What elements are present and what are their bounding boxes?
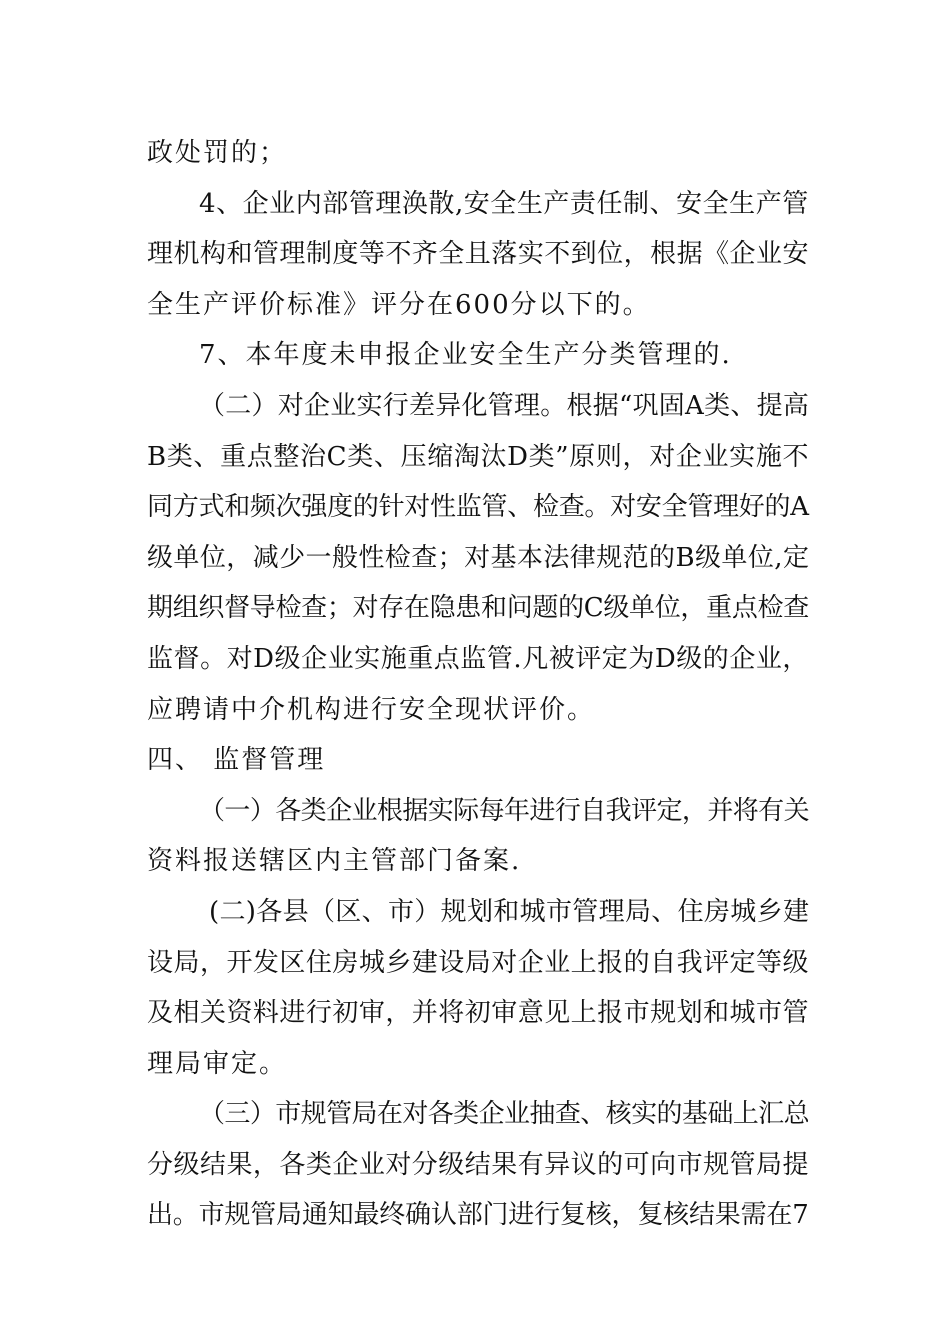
text-line: 全生产评价标准》评分在600分以下的。 bbox=[147, 289, 651, 320]
text-line: 资料报送辖区内主管部门备案. bbox=[147, 846, 522, 877]
text-line: 级单位，减少一般性检查；对基本法律规范的B级单位,定 bbox=[147, 542, 810, 573]
text-line: 同方式和频次强度的针对性监管、检查。对安全管理好的A bbox=[147, 492, 809, 523]
text-line: 4、企业内部管理涣散,安全生产责任制、安全生产管 bbox=[199, 188, 809, 219]
section-heading: 四、 监督管理 bbox=[147, 745, 326, 776]
text-line: （三）市规管局在对各类企业抽查、核实的基础上汇总 bbox=[199, 1099, 810, 1130]
text-line: 政处罚的； bbox=[147, 138, 288, 168]
text-line: （一）各类企业根据实际每年进行自我评定，并将有关 bbox=[199, 795, 810, 826]
document-body bbox=[147, 128, 810, 1241]
text-line: 期组织督导检查；对存在隐患和问题的C级单位，重点检查 bbox=[147, 593, 809, 624]
text-line: （二）对企业实行差异化管理。根据“巩固A类、提高 bbox=[199, 390, 810, 421]
text-line: 7、本年度未申报企业安全生产分类管理的. bbox=[199, 340, 732, 371]
text-line: B类、重点整治C类、压缩淘汰D类”原则，对企业实施不 bbox=[147, 441, 810, 472]
text-line: 理局审定。 bbox=[147, 1048, 288, 1079]
text-line: 及相关资料进行初审，并将初审意见上报市规划和城市管 bbox=[147, 998, 810, 1029]
text-line: 设局，开发区住房城乡建设局对企业上报的自我评定等级 bbox=[147, 947, 810, 978]
text-line: 监督。对D级企业实施重点监管.凡被评定为D级的企业， bbox=[147, 643, 809, 674]
text-line: 应聘请中介机构进行安全现状评价。 bbox=[147, 694, 596, 725]
text-line: (二)各县（区、市）规划和城市管理局、住房城乡建 bbox=[209, 896, 810, 927]
text-line: 出。市规管局通知最终确认部门进行复核，复核结果需在7 bbox=[147, 1200, 809, 1231]
text-line: 理机构和管理制度等不齐全且落实不到位，根据《企业安 bbox=[147, 239, 810, 270]
text-line: 分级结果，各类企业对分级结果有异议的可向市规管局提 bbox=[147, 1149, 810, 1180]
